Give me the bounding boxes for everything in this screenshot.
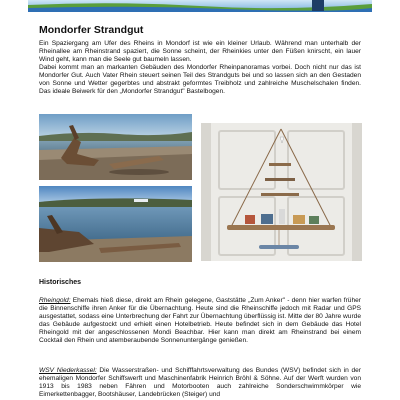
driftwood-riverbank-photo — [39, 114, 192, 180]
intro-paragraph-2: Dabei kommt man an markanten Gebäuden des Mondorfer Rheinpanoramas vorbei. Doch nicht nur das ist Mondorfer Gut. Auch Vater Rhein steuert seinen Teil des Strandguts bei und so lassen sich an den Gestaden von Sonne und Wetter gegerbtes und abstrakt geformtes Treibholz und zahlreiche Muschelschalen finden. Das ideale Beiwerk für den „Mondorfer Strandgut" Bastelbogen. — [39, 64, 361, 95]
rheingold-text: Ehemals hieß diese, direkt am Rhein gelegene, Gaststätte „Zum Anker" - denn hier warfen früher die Binnenschiffe ihren Anker für die Übernachtung. Heute sind die Rheinschiffe jedoch mit Radar und GPS ausgestattet, sodass eine Unterbrechung der Fahrt zur Übernachtung überflüssig ist. Mitte der 80 Jahre wurde das Gebäude aufgestockt und erhielt einen Hotelbetrieb. Heute befindet sich in dem Gebäude das Hotel Rheingold mit der angeschlossenen Mondi Beachbar. Hier kann man direkt am Rheinstrand bei einem Cocktail den Rhein und atemberaubende Sonnenuntergänge genießen. — [39, 297, 361, 344]
section-title-historisches: Historisches — [39, 279, 82, 286]
strandgut-mobile-photo — [201, 123, 362, 261]
history-paragraph-wsv — [39, 367, 361, 399]
rheingold-lead: Rheingold: — [39, 297, 71, 304]
page-title: Mondorfer Strandgut — [39, 24, 144, 36]
intro-paragraph-1: Ein Spaziergang am Ufer des Rheins in Mondorf ist wie ein kleiner Urlaub. Während man unterhalb der Rheinallee am Rheinstrand spaziert, die Sonne scheint, der Rheinkies unter den Füßen knirscht, ein lauer Wind geht, kann man die Seele gut baumeln lassen. — [39, 40, 361, 63]
header-banner — [28, 0, 372, 12]
river-driftwood-photo — [39, 186, 192, 262]
wsv-text: Die Wasserstraßen- und Schifffahrtsverwaltung des Bundes (WSV) befindet sich in der ehemaligen Mondorfer Schiffswerft und Maschinenfabrik Heinrich Bröhl & Söhne. Auf der Werft wurden von 1913 bis 1983 neben Fähren und Motorbooten auch zahlreiche Sonderschwimmkörper wie Eimerkettenbagger, Bootshäuser, Landebrücken (Steiger) und — [39, 367, 361, 398]
history-paragraph-rheingold — [39, 297, 361, 345]
wsv-lead: WSV Niederkassel: — [39, 367, 97, 374]
